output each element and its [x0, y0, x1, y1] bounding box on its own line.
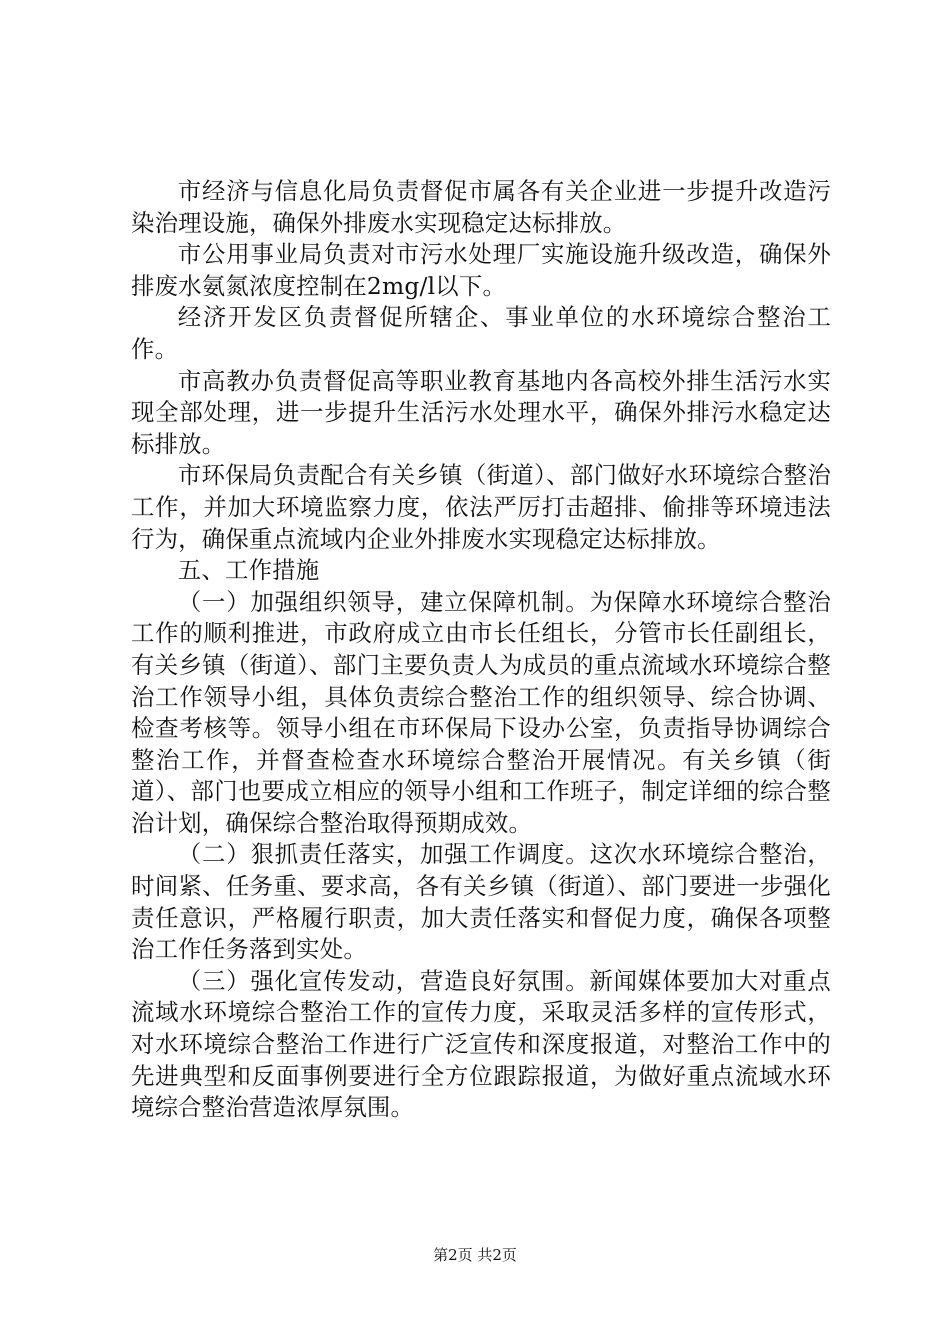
paragraph-utilities-bureau: 市公用事业局负责对市污水处理厂实施设施升级改造，确保外排废水氨氮浓度控制在2mg/l以下。 [131, 240, 831, 300]
page-number-footer: 第2页 共2页 [433, 1246, 517, 1264]
measure-paragraph-1: （一）加强组织领导，建立保障机制。为保障水环境综合整治工作的顺利推进，市政府成立由市长任组长，分管市长任副组长，有关乡镇（街道）、部门主要负责人为成员的重点流域水环境综合整治工作领导小组，具体负责综合整治工作的组织领导、综合协调、检查考核等。领导小组在市环保局下设办公室，负责指导协调综合整治工作，并督查检查水环境综合整治开展情况。有关乡镇（街道）、部门也要成立相应的领导小组和工作班子，制定详细的综合整治计划，确保综合整治取得预期成效。 [131, 587, 831, 837]
paragraph-higher-education-office: 市高教办负责督促高等职业教育基地内各高校外排生活污水实现全部处理，进一步提升生活污水处理水平，确保外排污水稳定达标排放。 [131, 366, 831, 458]
document-body [131, 176, 831, 1124]
measure-paragraph-3: （三）强化宣传发动，营造良好氛围。新闻媒体要加大对重点流域水环境综合整治工作的宣传力度，采取灵活多样的宣传形式，对水环境综合整治工作进行广泛宣传和深度报道，对整治工作中的先进典型和反面事例要进行全方位跟踪报道，为做好重点流域水环境综合整治营造浓厚氛围。 [131, 966, 831, 1122]
section-heading: 五、工作措施 [177, 556, 320, 585]
paragraph-economy-bureau: 市经济与信息化局负责督促市属各有关企业进一步提升改造污染治理设施，确保外排废水实现稳定达标排放。 [131, 177, 831, 237]
paragraph-environmental-bureau: 市环保局负责配合有关乡镇（街道）、部门做好水环境综合整治工作，并加大环境监察力度，依法严厉打击超排、偷排等环境违法行为，确保重点流域内企业外排废水实现稳定达标排放。 [131, 461, 831, 553]
paragraph-development-zone: 经济开发区负责督促所辖企、事业单位的水环境综合整治工作。 [131, 303, 831, 363]
measure-paragraph-2: （二）狠抓责任落实，加强工作调度。这次水环境综合整治，时间紧、任务重、要求高，各有关乡镇（街道）、部门要进一步强化责任意识，严格履行职责，加大责任落实和督促力度，确保各项整治工作任务落到实处。 [131, 840, 831, 964]
